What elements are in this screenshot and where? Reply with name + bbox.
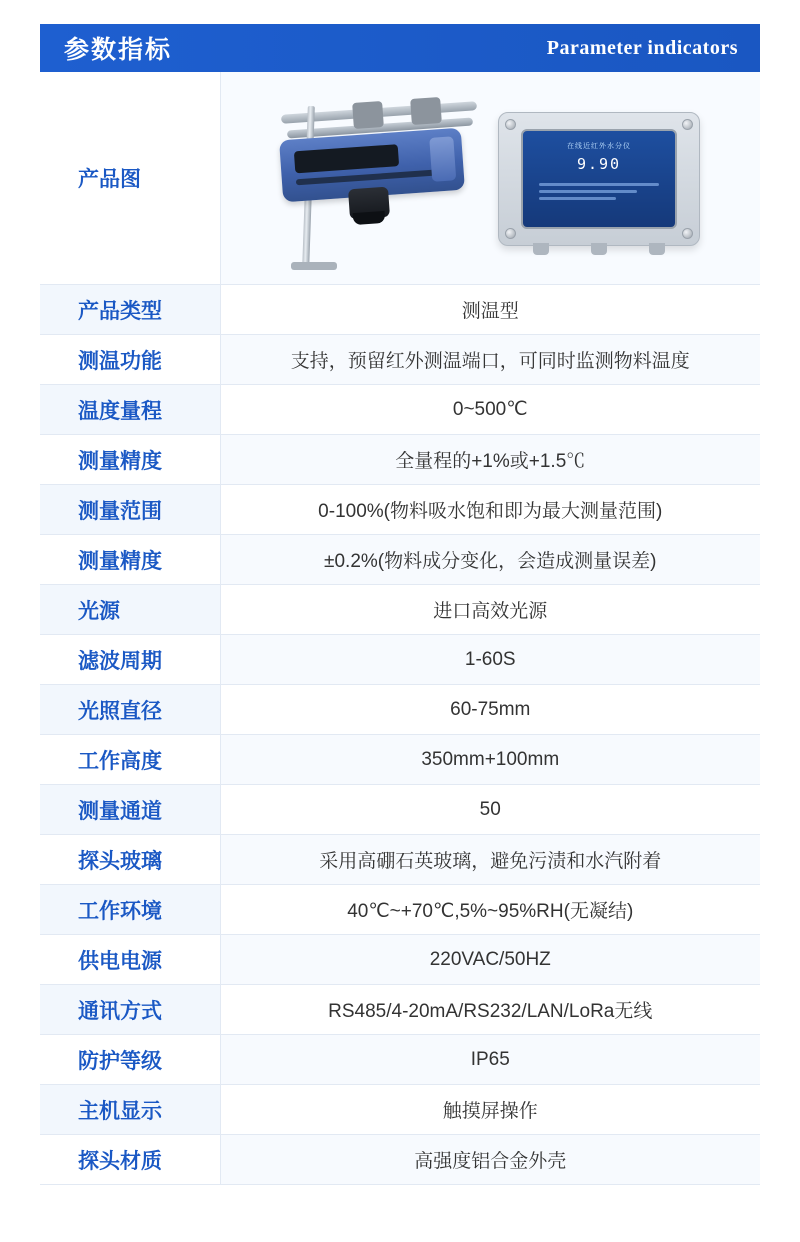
row-label: 测量范围: [40, 485, 220, 535]
cable-gland-2: [591, 243, 607, 255]
row-value: 220VAC/50HZ: [220, 935, 760, 985]
rail-clamp-right: [410, 97, 442, 125]
sensor-stripe: [295, 170, 435, 186]
row-value: 1-60S: [220, 635, 760, 685]
row-value: 进口高效光源: [220, 585, 760, 635]
table-row: [40, 335, 760, 385]
controller-enclosure: [498, 112, 700, 246]
specification-table: [40, 72, 760, 1185]
screw-bottom-left-icon: [505, 228, 516, 239]
row-label: 通讯方式: [40, 985, 220, 1035]
row-label: 光源: [40, 585, 220, 635]
row-value: IP65: [220, 1035, 760, 1085]
rail-clamp-left: [352, 101, 384, 129]
table-row: [40, 435, 760, 485]
row-value: RS485/4-20mA/RS232/LAN/LoRa无线: [220, 985, 760, 1035]
row-value: 支持，预留红外测温端口，可同时监测物料温度: [220, 335, 760, 385]
row-label-product-image: 产品图: [40, 72, 220, 285]
row-value: 0~500℃: [220, 385, 760, 435]
row-value-product-image: [220, 72, 760, 285]
screw-top-left-icon: [505, 119, 516, 130]
row-value: 350mm+100mm: [220, 735, 760, 785]
sensor-window: [293, 144, 398, 173]
row-value: 50: [220, 785, 760, 835]
screen-bar-1: [539, 183, 659, 186]
row-label: 测温功能: [40, 335, 220, 385]
row-label: 测量通道: [40, 785, 220, 835]
row-value: 触摸屏操作: [220, 1085, 760, 1135]
table-row: [40, 835, 760, 885]
pole-base-plate: [291, 262, 337, 270]
table-row: [40, 1135, 760, 1185]
section-title-cn: 参数指标: [64, 36, 173, 64]
controller-screen-value: 9.90: [576, 155, 622, 173]
table-row: [40, 735, 760, 785]
cable-gland-3: [649, 243, 665, 255]
row-value: 高强度铝合金外壳: [220, 1135, 760, 1185]
table-row: [40, 1035, 760, 1085]
row-label: 主机显示: [40, 1085, 220, 1135]
row-value: ±0.2%(物料成分变化，会造成测量误差): [220, 535, 760, 585]
table-row: [40, 985, 760, 1035]
row-value: 40℃~+70℃,5%~95%RH(无凝结): [220, 885, 760, 935]
table-row: [40, 385, 760, 435]
table-row: [40, 285, 760, 335]
row-label: 探头材质: [40, 1135, 220, 1185]
row-label: 防护等级: [40, 1035, 220, 1085]
table-row: [40, 485, 760, 535]
table-row: [40, 585, 760, 635]
controller-screen-bars: [539, 183, 659, 200]
cable-gland-1: [533, 243, 549, 255]
screen-bar-2: [539, 190, 637, 193]
table-row: [40, 935, 760, 985]
row-label: 产品类型: [40, 285, 220, 335]
row-label: 工作高度: [40, 735, 220, 785]
table-row: [40, 1085, 760, 1135]
row-value: 全量程的+1%或+1.5℃: [220, 435, 760, 485]
row-label: 温度量程: [40, 385, 220, 435]
row-label: 工作环境: [40, 885, 220, 935]
table-row: [40, 685, 760, 735]
row-label: 滤波周期: [40, 635, 220, 685]
row-value: 测温型: [220, 285, 760, 335]
row-value: 0-100%(物料吸水饱和即为最大测量范围): [220, 485, 760, 535]
table-row: [40, 535, 760, 585]
table-row: [40, 785, 760, 835]
table-row-product-image: [40, 72, 760, 285]
table-row: [40, 635, 760, 685]
row-label: 测量精度: [40, 435, 220, 485]
row-value: 60-75mm: [220, 685, 760, 735]
product-figure: [221, 72, 761, 284]
screen-bar-3: [539, 197, 616, 200]
row-label: 探头玻璃: [40, 835, 220, 885]
table-row: [40, 885, 760, 935]
row-value: 采用高硼石英玻璃，避免污渍和水汽附着: [220, 835, 760, 885]
screw-bottom-right-icon: [682, 228, 693, 239]
row-label: 测量精度: [40, 535, 220, 585]
section-title-en: Parameter indicators: [546, 36, 738, 59]
row-label: 供电电源: [40, 935, 220, 985]
controller-screen-title: 在线近红外水分仪: [567, 143, 631, 150]
section-header: [40, 24, 760, 72]
sensor-end-cap: [429, 136, 456, 182]
controller-touchscreen: [521, 129, 677, 229]
screw-top-right-icon: [682, 119, 693, 130]
sensor-lens-ring: [352, 211, 385, 225]
row-label: 光照直径: [40, 685, 220, 735]
specification-table-body: [40, 72, 760, 1185]
